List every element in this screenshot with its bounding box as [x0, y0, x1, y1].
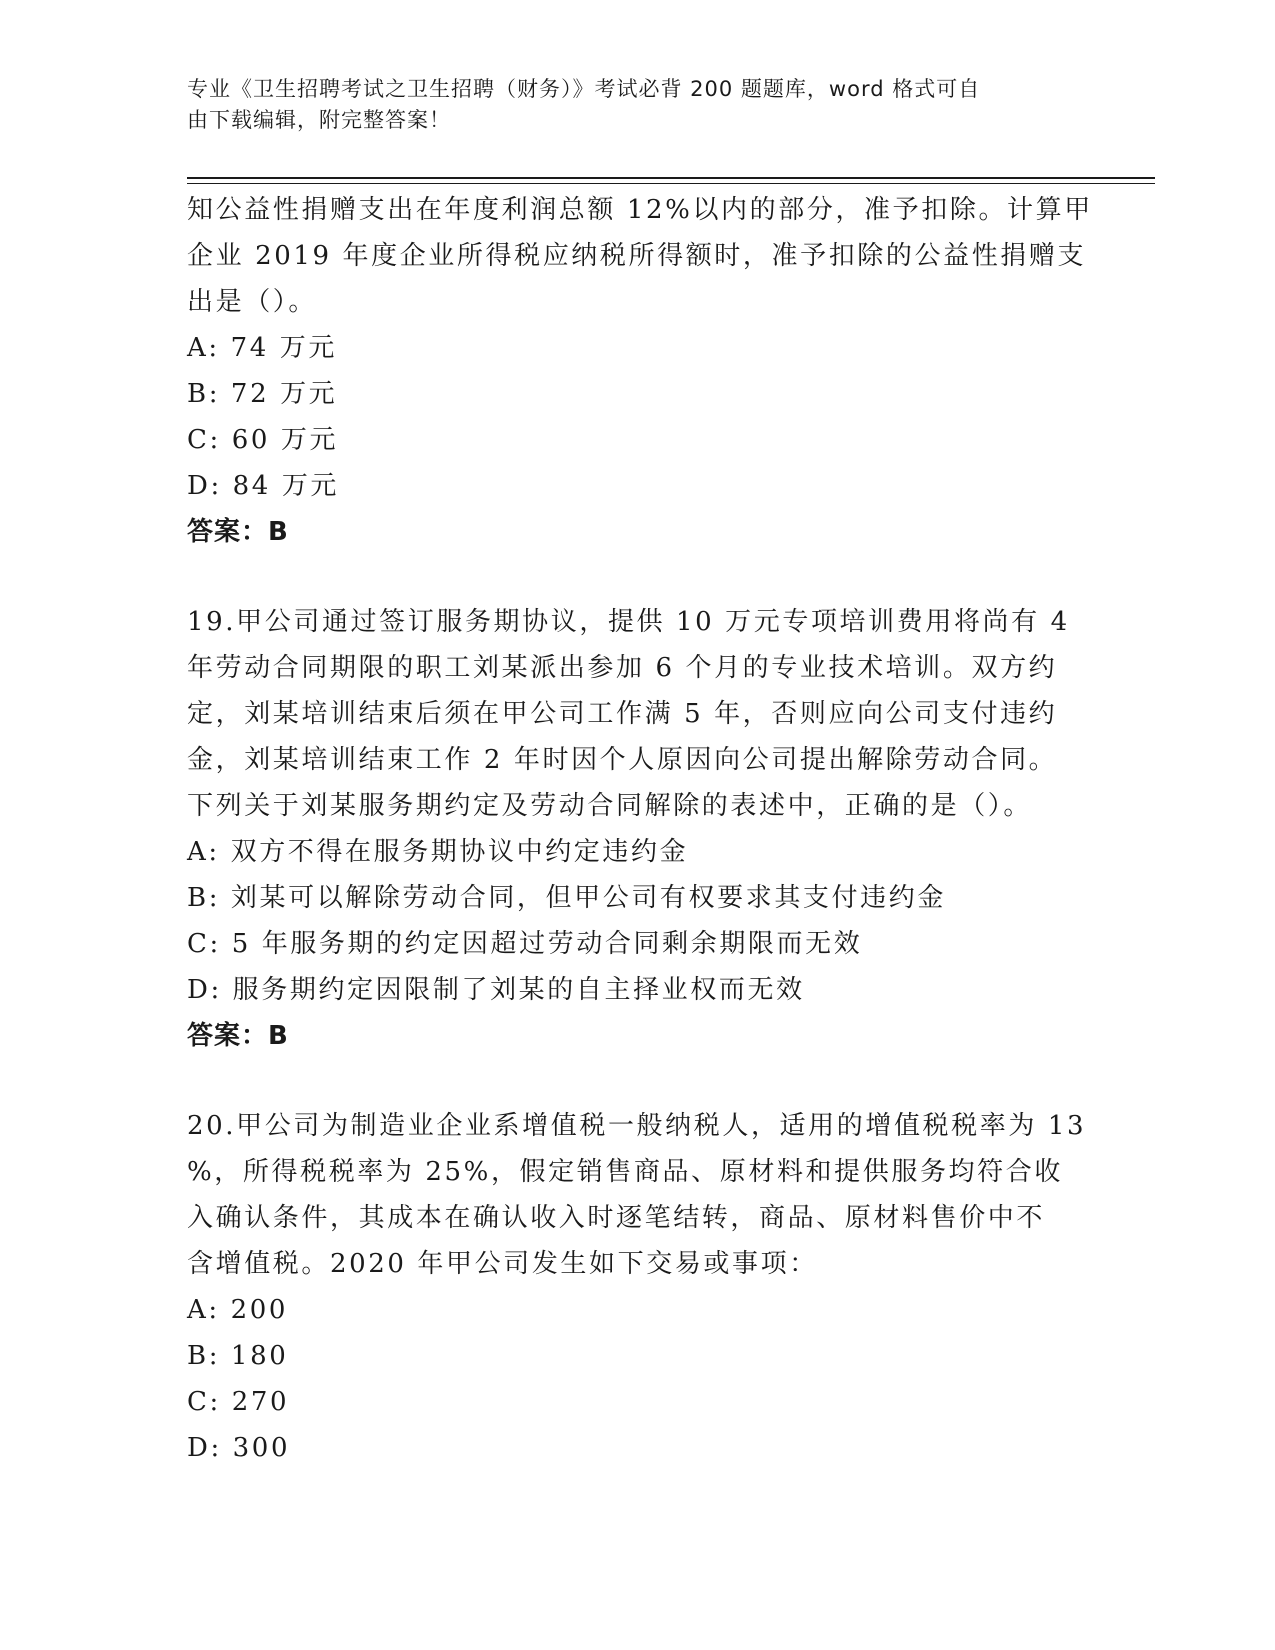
option-b: B: 180 — [187, 1341, 289, 1371]
header-line-1: 专业《卫生招聘考试之卫生招聘（财务）》考试必背 200 题题库，word 格式可自 — [187, 77, 981, 101]
option-c: C: 270 — [187, 1387, 290, 1417]
question-18 — [187, 187, 1093, 555]
question-text-line: 金，刘某培训结束工作 2 年时因个人原因向公司提出解除劳动合同。 — [187, 745, 1058, 775]
option-a: A: 200 — [187, 1295, 289, 1325]
spacer — [187, 555, 1087, 599]
question-text-line: 出是（）。 — [187, 287, 318, 317]
option-a: A: 74 万元 — [187, 333, 337, 363]
header-divider-thin — [187, 183, 1155, 184]
option-d: D: 84 万元 — [187, 471, 340, 501]
answer-label: 答案：B — [187, 1021, 289, 1051]
question-text-line: 含增值税。2020 年甲公司发生如下交易或事项： — [187, 1249, 818, 1279]
header-line-2: 由下载编辑，附完整答案！ — [187, 108, 451, 132]
option-b: B: 刘某可以解除劳动合同，但甲公司有权要求其支付违约金 — [187, 883, 946, 913]
question-text-line: 年劳动合同期限的职工刘某派出参加 6 个月的专业技术培训。双方约 — [187, 653, 1058, 683]
option-d: D: 300 — [187, 1433, 291, 1463]
question-text-line: 19.甲公司通过签订服务期协议，提供 10 万元专项培训费用将尚有 4 — [187, 607, 1070, 637]
question-text-line: 下列关于刘某服务期约定及劳动合同解除的表述中，正确的是（）。 — [187, 791, 1033, 821]
answer-label: 答案：B — [187, 517, 289, 547]
option-a: A: 双方不得在服务期协议中约定违约金 — [187, 837, 689, 867]
question-text-line: 知公益性捐赠支出在年度利润总额 12%以内的部分，准予扣除。计算甲 — [187, 195, 1093, 225]
question-text-line: %，所得税税率为 25%，假定销售商品、原材料和提供服务均符合收 — [187, 1157, 1063, 1187]
spacer — [187, 1059, 1087, 1103]
document-header — [187, 74, 1067, 136]
question-text-line: 企业 2019 年度企业所得税应纳税所得额时，准予扣除的公益性捐赠支 — [187, 241, 1087, 271]
question-20 — [187, 1103, 1087, 1471]
question-text-line: 定，刘某培训结束后须在甲公司工作满 5 年，否则应向公司支付违约 — [187, 699, 1058, 729]
option-d: D: 服务期约定因限制了刘某的自主择业权而无效 — [187, 975, 805, 1005]
question-text-line: 入确认条件，其成本在确认收入时逐笔结转，商品、原材料售价中不 — [187, 1203, 1046, 1233]
option-b: B: 72 万元 — [187, 379, 338, 409]
option-c: C: 60 万元 — [187, 425, 339, 455]
question-content — [187, 187, 1093, 1471]
header-divider-thick — [187, 177, 1155, 179]
option-c: C: 5 年服务期的约定因超过劳动合同剩余期限而无效 — [187, 929, 863, 959]
question-text-line: 20.甲公司为制造业企业系增值税一般纳税人，适用的增值税税率为 13 — [187, 1111, 1087, 1141]
question-19 — [187, 599, 1087, 1059]
